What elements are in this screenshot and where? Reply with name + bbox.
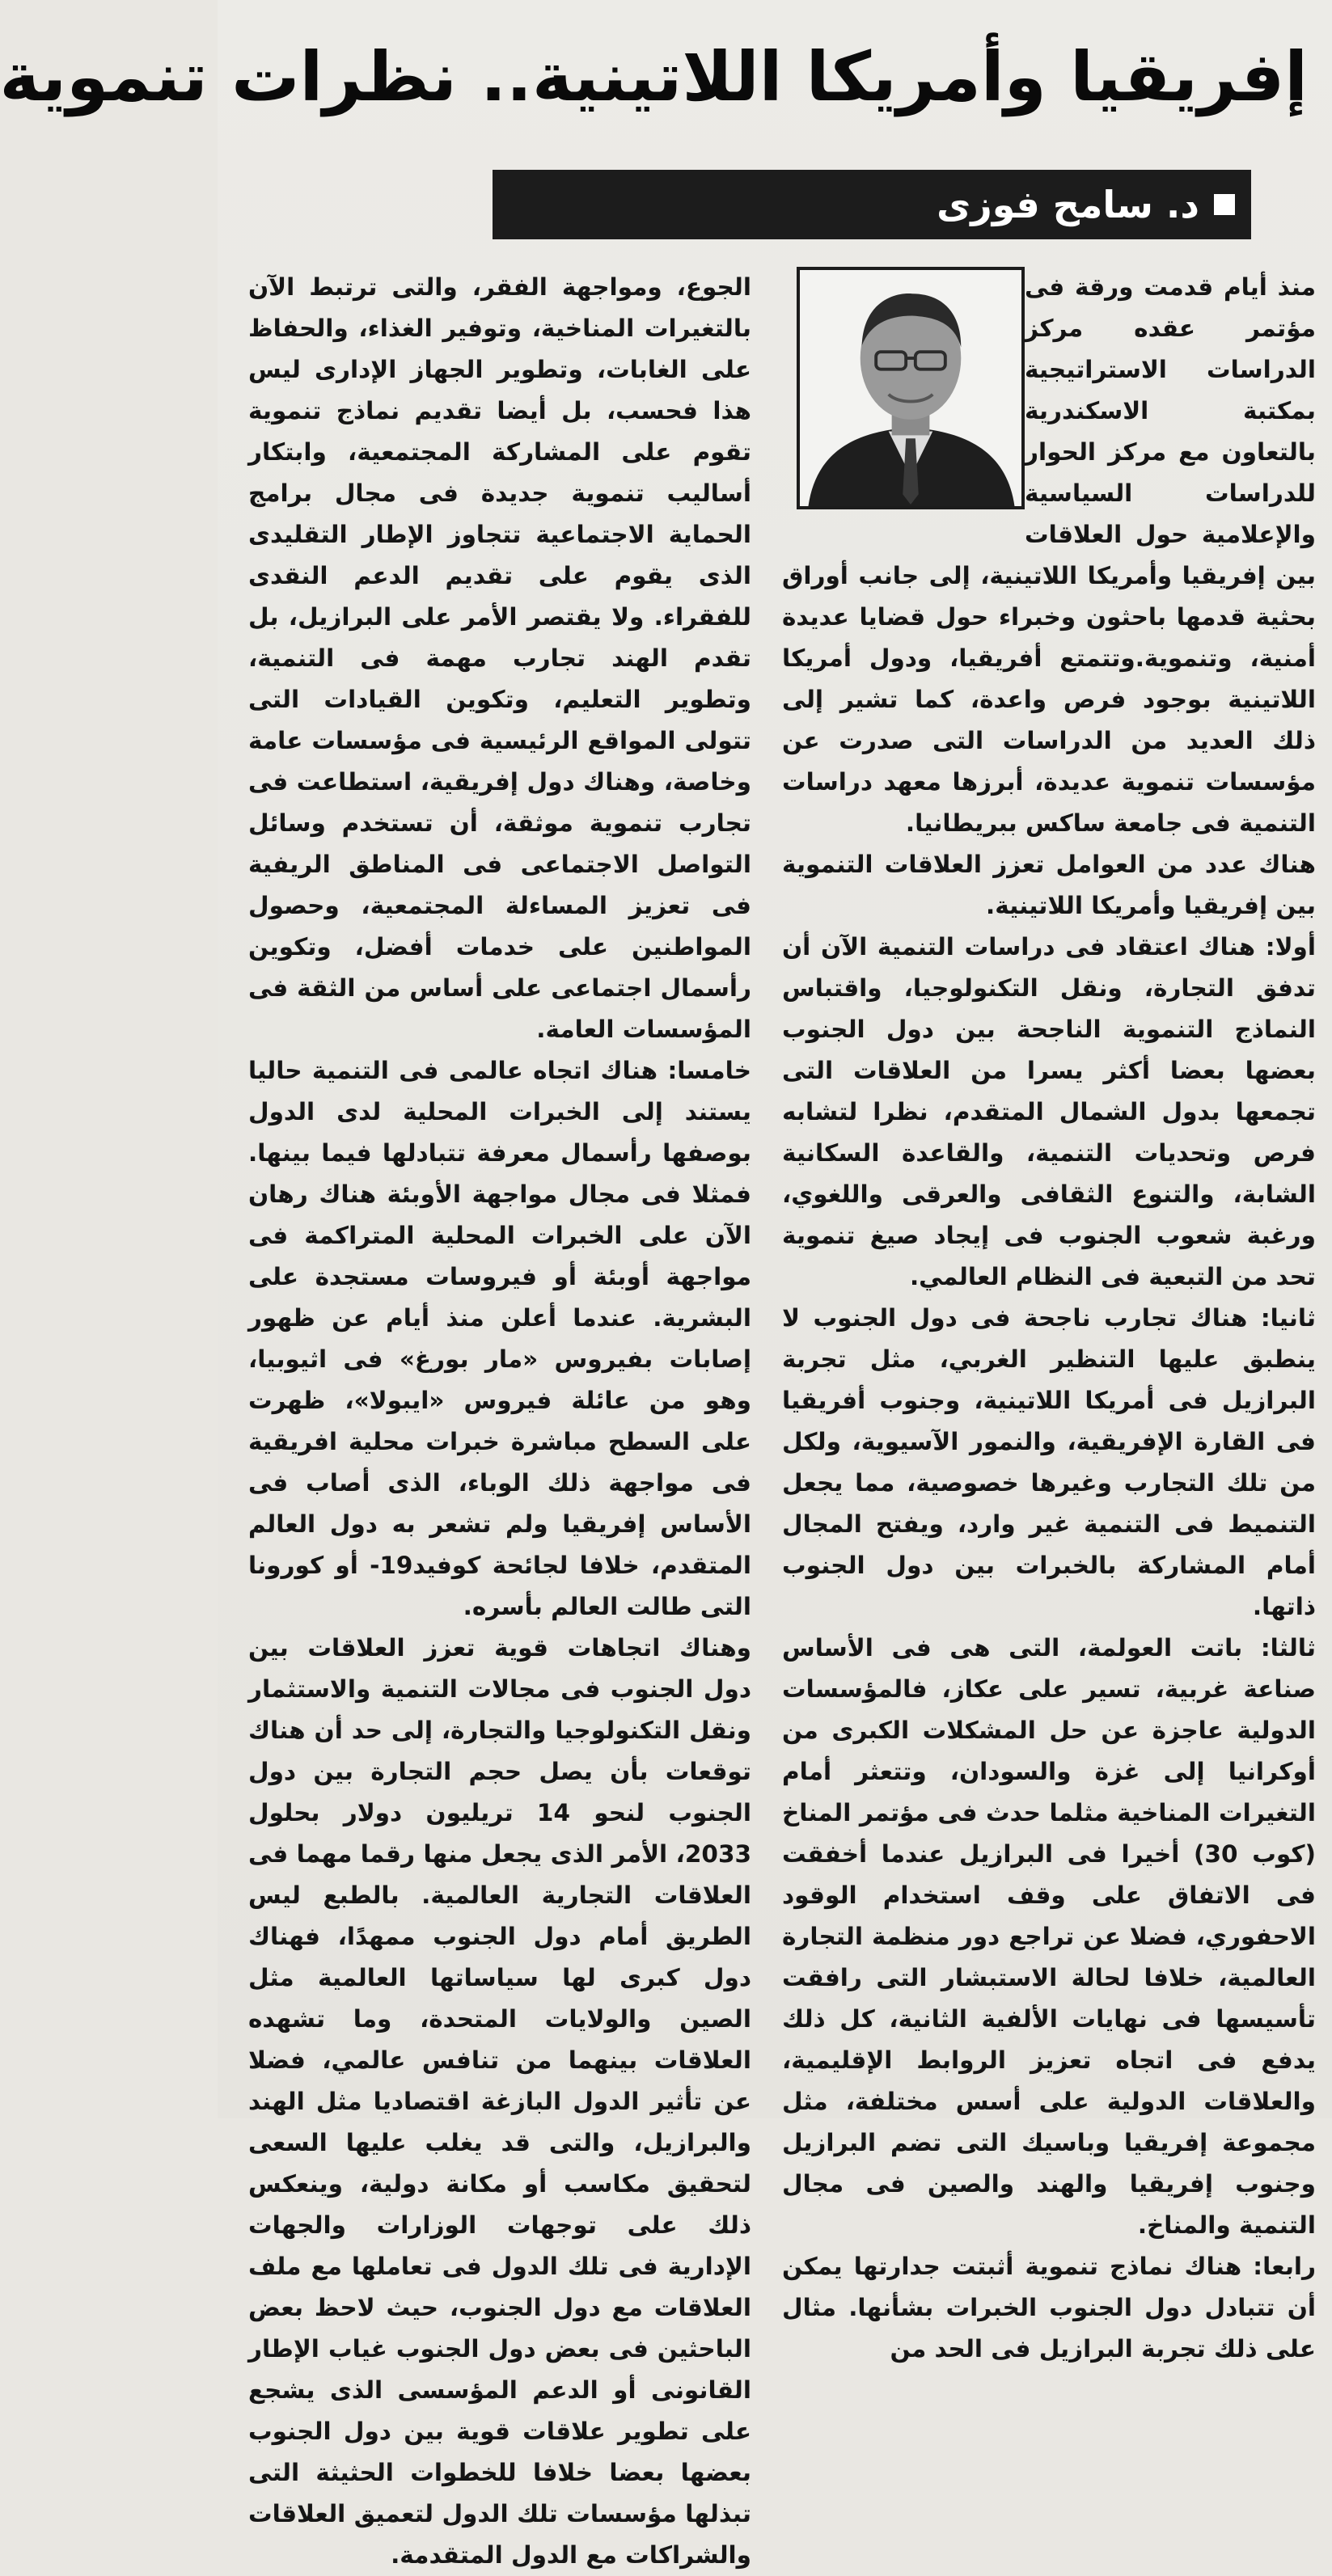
article-headline: إفريقيا وأمريكا اللاتينية.. نظرات تنموية	[0, 37, 1308, 116]
paragraph: رابعا: هناك نماذج تنموية أثبتت جدارتها يمكن أن تتبادل دول الجنوب الخبرات بشأنها. مثال على ذلك تجربة البرازيل فى الحد من	[782, 2253, 1316, 2363]
paragraph: أولا: هناك اعتقاد فى دراسات التنمية الآن أن تدفق التجارة، ونقل التكنولوجيا، واقتباس النماذج التنموية الناجحة بين دول الجنوب بعضها بعضا أكثر يسرا من العلاقات التى تجمعها بدول الشمال المتقدم، نظرا لتشابه فرص وتحديات التنمية، والقاعدة السكانية الشابة، والتنوع الثقافى والعرقى واللغوي، ورغبة شعوب الجنوب فى إيجاد صيغ تنموية تحد من التبعية فى النظام العالمي.	[782, 933, 1316, 1290]
author-portrait-icon	[800, 270, 1021, 506]
paragraph: وهناك اتجاهات قوية تعزز العلاقات بين دول الجنوب فى مجالات التنمية والاستثمار ونقل التكنولوجيا والتجارة، إلى حد أن هناك توقعات بأن يصل حجم التجارة بين دول الجنوب لنحو 14 تريليون دولار بحلول 2033، الأمر الذى يجعل منها رقما مهما فى العلاقات التجارية العالمية. بالطبع ليس الطريق أمام دول الجنوب ممهدًا، فهناك دول كبرى لها سياساتها العالمية مثل الصين والولايات المتحدة، وما تشهده العلاقات بينهما من تنافس عالمي، فضلا عن تأثير الدول البازغة اقتصاديا مثل الهند والبرازيل، والتى قد يغلب عليها السعى لتحقيق مكاسب أو مكانة دولية، وينعكس ذلك على توجهات الوزارات والجهات الإدارية فى تلك الدول فى تعاملها مع ملف العلاقات مع دول الجنوب، حيث لاحظ بعض الباحثين فى بعض دول الجنوب غياب الإطار القانونى أو الدعم المؤسسى الذى يشجع على تطوير علاقات قوية بين دول الجنوب بعضها بعضا خلافا للخطوات الحثيثة التى تبذلها مؤسسات تلك الدول لتعميق العلاقات والشراكات مع الدول المتقدمة.	[248, 1634, 751, 2569]
author-photo	[797, 267, 1025, 509]
article-column-right	[782, 267, 1316, 2363]
paragraph: الجوع، ومواجهة الفقر، والتى ترتبط الآن بالتغيرات المناخية، وتوفير الغذاء، والحفاظ على الغابات، وتطوير الجهاز الإدارى ليس هذا فحسب، بل أيضا تقديم نماذج تنموية تقوم على المشاركة المجتمعية، وابتكار أساليب تنموية جديدة فى مجال برامج الحماية الاجتماعية تتجاوز الإطار التقليدى الذى يقوم على تقديم الدعم النقدى للفقراء. ولا يقتصر الأمر على البرازيل، بل تقدم الهند تجارب مهمة فى التنمية، وتطوير التعليم، وتكوين القيادات التى تتولى المواقع الرئيسية فى مؤسسات عامة وخاصة، وهناك دول إفريقية، استطاعت فى تجارب تنموية موثقة، أن تستخدم وسائل التواصل الاجتماعى فى المناطق الريفية فى تعزيز المساءلة المجتمعية، وحصول المواطنين على خدمات أفضل، وتكوين رأسمال اجتماعى على أساس من الثقة فى المؤسسات العامة.	[248, 273, 751, 1043]
author-name: د. سامح فوزى	[937, 183, 1199, 226]
paragraph: منذ أيام قدمت ورقة فى مؤتمر عقده مركز الدراسات الاستراتيجية بمكتبة الاسكندرية بالتعاون مع مركز الحوار للدراسات السياسية والإعلامية حول العلاقات بين إفريقيا وأمريكا اللاتينية، إلى جانب أوراق بحثية قدمها باحثون وخبراء حول قضايا عديدة أمنية، وتنموية.وتتمتع أفريقيا، ودول أمريكا اللاتينية بوجود فرص واعدة، كما تشير إلى ذلك العديد من الدراسات التى صدرت عن مؤسسات تنموية عديدة، أبرزها معهد دراسات التنمية فى جامعة ساكس ببريطانيا.	[782, 273, 1316, 837]
bullet-square-icon	[1214, 194, 1235, 215]
article-column-left	[248, 267, 751, 2569]
paragraph: خامسا: هناك اتجاه عالمى فى التنمية حاليا يستند إلى الخبرات المحلية لدى الدول بوصفها رأسمال معرفة تتبادلها فيما بينها. فمثلا فى مجال مواجهة الأوبئة هناك رهان الآن على الخبرات المحلية المتراكمة فى مواجهة أوبئة أو فيروسات مستجدة على البشرية. عندما أعلن منذ أيام عن ظهور إصابات بفيروس «مار بورغ» فى اثيوبيا، وهو من عائلة فيروس «ايبولا»، ظهرت على السطح مباشرة خبرات محلية افريقية فى مواجهة ذلك الوباء، الذى أصاب فى الأساس إفريقيا ولم تشعر به دول العالم المتقدم، خلافا لجائحة كوفيد19- أو كورونا التى طالت العالم بأسره.	[248, 1057, 751, 1620]
paragraph: هناك عدد من العوامل تعزز العلاقات التنموية بين إفريقيا وأمريكا اللاتينية.	[782, 851, 1316, 919]
paragraph: ثالثا: باتت العولمة، التى هى فى الأساس صناعة غربية، تسير على عكاز، فالمؤسسات الدولية عاجزة عن حل المشكلات الكبرى من أوكرانيا إلى غزة والسودان، وتتعثر أمام التغيرات المناخية مثلما حدث فى مؤتمر المناخ (كوب 30) أخيرا فى البرازيل عندما أخفقت فى الاتفاق على وقف استخدام الوقود الاحفوري، فضلا عن تراجع دور منظمة التجارة العالمية، خلافا لحالة الاستبشار التى رافقت تأسيسها فى نهايات الألفية الثانية، كل ذلك يدفع فى اتجاه تعزيز الروابط الإقليمية، والعلاقات الدولية على أسس مختلفة، مثل مجموعة إفريقيا وباسيك التى تضم البرازيل وجنوب إفريقيا والهند والصين فى مجال التنمية والمناخ.	[782, 1634, 1316, 2239]
author-byline-bar	[493, 170, 1251, 239]
paragraph: ثانيا: هناك تجارب ناجحة فى دول الجنوب لا ينطبق عليها التنظير الغربي، مثل تجربة البرازيل فى أمريكا اللاتينية، وجنوب أفريقيا فى القارة الإفريقية، والنمور الآسيوية، ولكل من تلك التجارب وغيرها خصوصية، مما يجعل التنميط فى التنمية غير وارد، ويفتح المجال أمام المشاركة بالخبرات بين دول الجنوب ذاتها.	[782, 1304, 1316, 1620]
